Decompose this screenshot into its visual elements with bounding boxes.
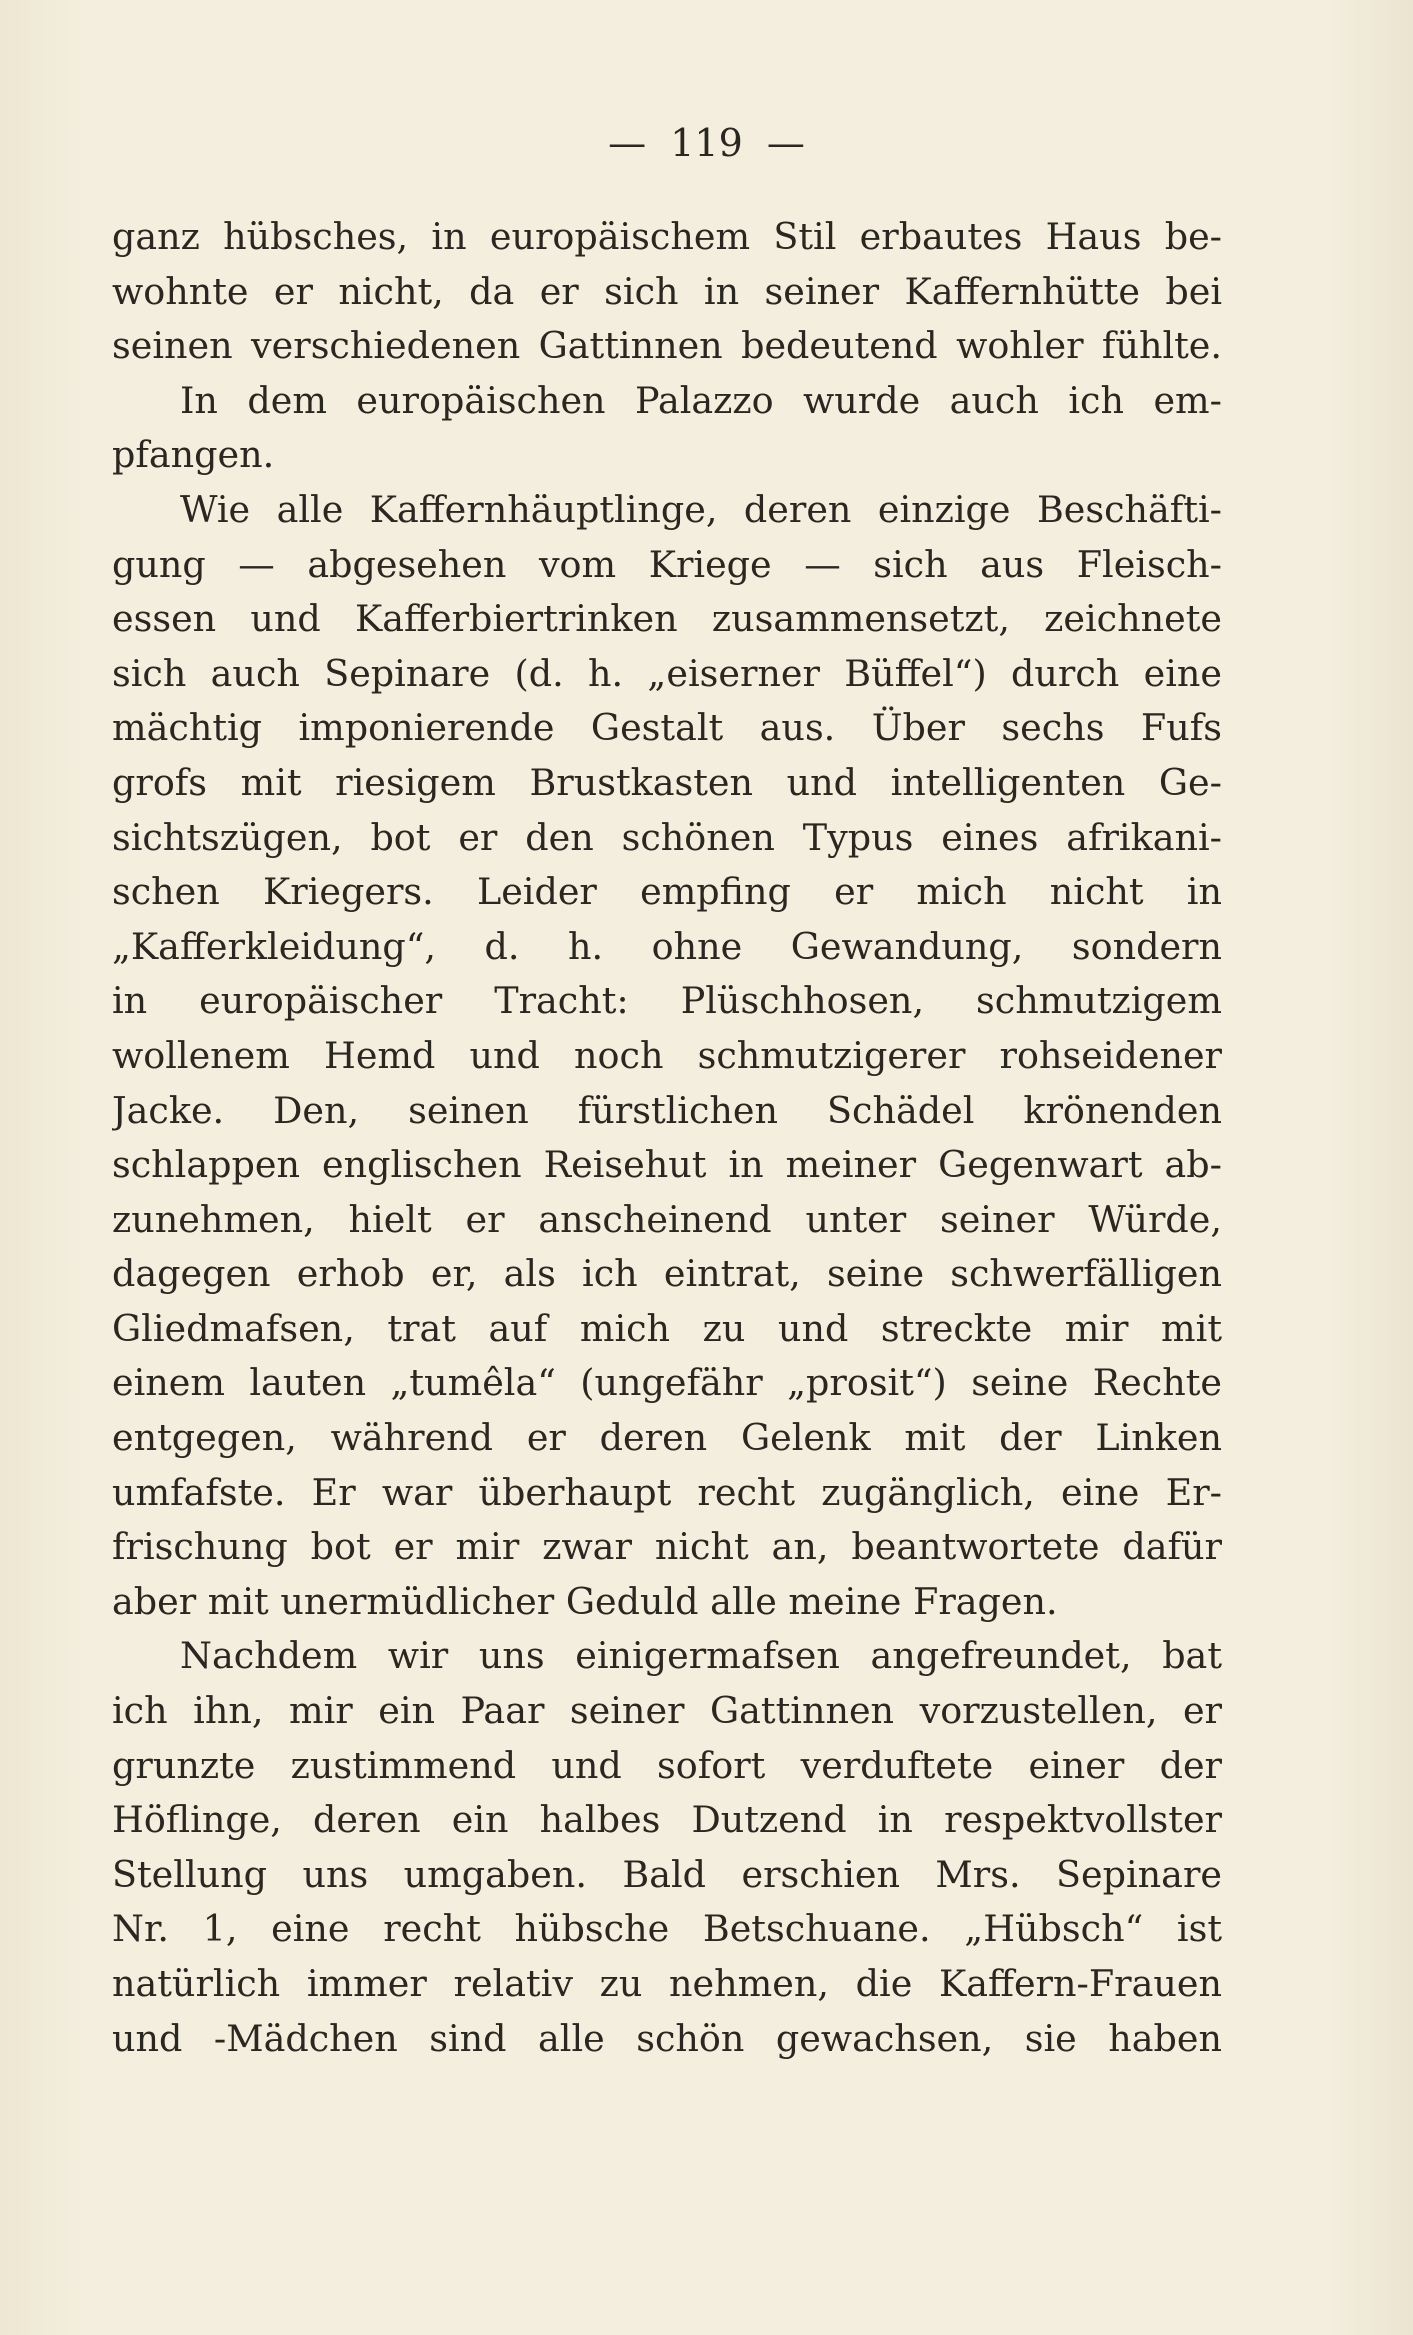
text-line: ganz hübsches, in europäischem Stil erbautes Haus be- xyxy=(112,215,1222,258)
text-line: grunzte zustimmend und sofort verduftete einer der xyxy=(112,1743,1222,1787)
text-line: aber mit unermüdlicher Geduld alle meine Fragen. xyxy=(112,1579,1058,1623)
text-line: natürlich immer relativ zu nehmen, die Kaffern-Frauen xyxy=(112,1962,1222,2005)
text-line: schlappen englischen Reisehut in meiner Gegenwart ab- xyxy=(112,1143,1222,1187)
text-line: sichtszügen, bot er den schönen Typus eines afrikani- xyxy=(112,815,1222,859)
text-line: grofs mit riesigem Brustkasten und intelligenten Ge- xyxy=(112,760,1222,804)
text-line: umfafste. Er war überhaupt recht zugänglich, eine Er- xyxy=(112,1470,1222,1514)
text-line: wohnte er nicht, da er sich in seiner Kaffernhütte bei xyxy=(112,269,1222,313)
text-line: schen Kriegers. Leider empfing er mich nicht in xyxy=(112,870,1222,914)
text-line: „Kafferkleidung“, d. h. ohne Gewandung, sondern xyxy=(112,924,1222,968)
text-line: dagegen erhob er, als ich eintrat, seine schwerfälligen xyxy=(112,1252,1222,1296)
text-line: entgegen, während er deren Gelenk mit der Linken xyxy=(112,1416,1222,1460)
text-line: ich ihn, mir ein Paar seiner Gattinnen vorzustellen, er xyxy=(112,1689,1222,1733)
text-line: Jacke. Den, seinen fürstlichen Schädel krönenden xyxy=(112,1088,1222,1132)
text-line: essen und Kafferbiertrinken zusammensetzt, zeichnete xyxy=(112,597,1222,641)
text-line: einem lauten „tumêla“ (ungefähr „prosit“) seine Rechte xyxy=(112,1361,1222,1405)
text-line: mächtig imponierende Gestalt aus. Über sechs Fufs xyxy=(112,706,1222,750)
body-text xyxy=(112,210,1222,2066)
text-line: In dem europäischen Palazzo wurde auch ich em- xyxy=(180,378,1222,422)
text-line: Nachdem wir uns einigermafsen angefreundet, bat xyxy=(180,1634,1222,1678)
text-line: Stellung uns umgaben. Bald erschien Mrs. Sepinare xyxy=(112,1852,1222,1896)
text-line: frischung bot er mir zwar nicht an, beantwortete dafür xyxy=(112,1525,1222,1569)
text-line: sich auch Sepinare (d. h. „eiserner Büffel“) durch eine xyxy=(112,651,1222,695)
text-line: zunehmen, hielt er anscheinend unter seiner Würde, xyxy=(112,1197,1222,1241)
text-line: Wie alle Kaffernhäuptlinge, deren einzige Beschäfti- xyxy=(180,487,1222,531)
text-line: Höflinge, deren ein halbes Dutzend in respektvollster xyxy=(112,1798,1222,1842)
text-line: wollenem Hemd und noch schmutzigerer rohseidener xyxy=(112,1033,1222,1077)
text-line: pfangen. xyxy=(112,433,275,477)
text-line: in europäischer Tracht: Plüschhosen, schmutzigem xyxy=(112,979,1222,1023)
text-line: gung — abgesehen vom Kriege — sich aus Fleisch- xyxy=(112,542,1222,586)
text-line: Gliedmafsen, trat auf mich zu und streckte mir mit xyxy=(112,1306,1222,1350)
text-line: seinen verschiedenen Gattinnen bedeutend wohler fühlte. xyxy=(112,324,1222,368)
page-number: — 119 — xyxy=(608,121,805,165)
text-line: Nr. 1, eine recht hübsche Betschuane. „Hübsch“ ist xyxy=(112,1907,1222,1951)
text-line: und -Mädchen sind alle schön gewachsen, sie haben xyxy=(112,2016,1222,2060)
